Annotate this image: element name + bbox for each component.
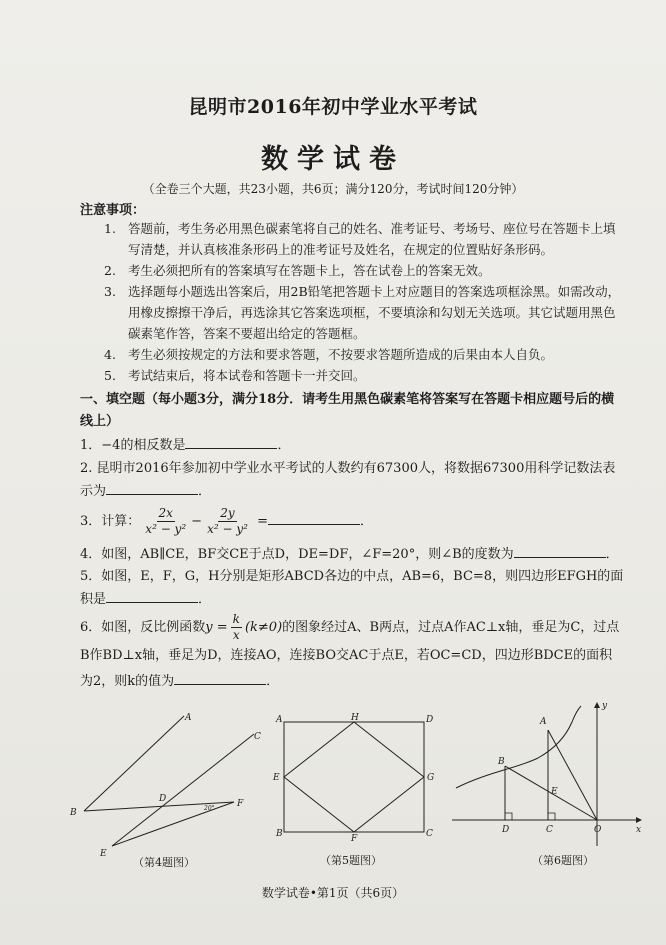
answer-blank[interactable] (106, 480, 198, 495)
page-footer: 数学试卷•第1页（共6页） (261, 886, 405, 900)
notes-heading: 注意事项： (80, 203, 146, 218)
question-number: 2. (80, 461, 93, 476)
question-text: 如图，反比例函数 (101, 620, 206, 635)
question-text: 昆明市2016年参加初中学业水平考试的人数约有67300人，将数据67300用科学记数法表示为 (80, 461, 616, 499)
fraction (143, 506, 188, 537)
quadrilateral-efgh (284, 722, 424, 832)
angle-label: 20° (204, 805, 215, 812)
fraction-numerator: 2y (220, 506, 235, 520)
note-item (104, 281, 624, 344)
answer-blank[interactable] (174, 670, 266, 685)
figure-6 (448, 700, 648, 850)
note-item (104, 365, 624, 386)
point-label: E (551, 787, 558, 797)
function-lhs: y = (205, 620, 228, 635)
question-text: 如图，E，F，G，H分别是矩形ABCD各边的中点，AB=6，BC=8，则四边形EFGH的面积是 (80, 569, 624, 607)
note-text: 选择题每小题选出答案后，用2B铅笔把答题卡上对应题目的答案选项框涂黑。如需改动，用橡皮擦擦干净后，再选涂其它答案选项框，不要填涂和勾划无关选项。其它试题用黑色碳素笔作答，答案不要超出给定的答题框。 (128, 284, 621, 341)
figures-area (0, 700, 666, 880)
note-number: 4. (104, 347, 116, 362)
minus-sign: − (191, 514, 203, 529)
question-number: 5． (80, 569, 102, 584)
question-5 (80, 566, 625, 611)
point-label: C (546, 825, 553, 835)
rectangle-abcd (284, 722, 424, 832)
point-label: B (498, 757, 505, 767)
question-number: 3． (80, 514, 102, 529)
figure-4 (64, 706, 274, 856)
answer-blank[interactable] (268, 510, 360, 525)
point-label: A (185, 713, 192, 723)
right-angle-mark-d (505, 813, 512, 820)
note-number: 2. (104, 263, 116, 278)
figure-4-caption: （第4题图） (133, 856, 195, 869)
exam-info: （全卷三个大题，共23小题，共6页；满分120分，考试时间120分钟） (142, 182, 524, 196)
question-tail: ． (198, 484, 212, 499)
fraction (205, 506, 250, 537)
fraction-denominator: x² − y² (207, 522, 248, 536)
section-heading: 一、填空题（每小题3分，满分18分．请考生用黑色碳素笔将答案写在答题卡相应题号后的横线上） (80, 392, 615, 429)
point-label: G (427, 773, 435, 783)
line-ba (84, 716, 184, 811)
point-label: B (276, 829, 283, 839)
point-label: H (351, 713, 359, 723)
note-number: 3. (104, 284, 116, 299)
point-label: E (273, 773, 280, 783)
point-label: D (426, 715, 434, 725)
fraction-denominator: x² − y² (145, 522, 187, 536)
point-label: F (237, 799, 244, 809)
note-item (104, 260, 624, 281)
fraction-denominator: x (232, 628, 240, 642)
note-text: 考生必须把所有的答案填写在答题卡上，答在试卷上的答案无效。 (128, 263, 491, 278)
x-axis-arrow (636, 817, 642, 823)
figure-5-caption: （第5题图） (320, 854, 382, 867)
question-tail: ． (359, 514, 373, 529)
question-number: 6． (80, 620, 102, 635)
exam-title: 昆明市2016年初中学业水平考试 (188, 96, 478, 118)
question-1 (80, 434, 625, 457)
answer-blank[interactable] (185, 434, 277, 449)
question-number: 1． (80, 438, 102, 453)
segment-ao (548, 730, 597, 820)
right-angle-mark-c (548, 813, 555, 820)
fraction (231, 612, 242, 643)
hyperbola-curve (456, 706, 581, 788)
question-2 (80, 458, 625, 503)
question-3 (80, 506, 625, 537)
question-tail: ． (198, 592, 212, 607)
figure-6-caption: （第6题图） (532, 854, 594, 867)
question-tail: ． (266, 674, 280, 689)
question-tail: ． (277, 438, 291, 453)
fraction-numerator: k (232, 612, 240, 626)
point-label: O (594, 825, 602, 835)
note-text: 考生必须按规定的方法和要求答题，不按要求答题所造成的后果由本人自负。 (128, 347, 554, 362)
point-label: C (426, 829, 433, 839)
point-label: A (276, 715, 283, 725)
question-number: 4． (80, 547, 102, 562)
note-text: 答题前，考生务必用黑色碳素笔将自己的姓名、准考证号、考场号、座位号在答题卡上填写清楚，并认真核准条形码上的准考证号及姓名，在规定的位置贴好条形码。 (128, 221, 616, 257)
point-label: D (502, 825, 510, 835)
answer-blank[interactable] (514, 543, 606, 558)
note-number: 1. (104, 221, 116, 236)
figure-5 (270, 712, 440, 842)
point-label: E (100, 849, 107, 856)
function-condition: (k≠0) (244, 620, 283, 635)
question-text: 计算： (101, 514, 141, 529)
answer-blank[interactable] (106, 588, 198, 603)
question-text: −4的相反数是 (101, 438, 186, 453)
point-label: D (159, 794, 167, 804)
line-ec (112, 734, 254, 846)
fraction-numerator: 2x (158, 506, 173, 520)
axis-label: x (636, 825, 642, 835)
point-label: F (351, 834, 358, 842)
y-axis-arrow (594, 702, 600, 708)
question-text: 的图象经过A、B两点，过点A作AC⊥x轴，垂足为C，过点B作BD⊥x轴，垂足为D，连接AO，连接BO交AC于点E，若OC=CD，四边形BDCE的面积为2，则k的值为 (80, 620, 620, 689)
note-item (104, 344, 624, 365)
notes-list (104, 218, 624, 386)
point-label: A (540, 717, 547, 727)
note-item (104, 218, 624, 260)
note-text: 考试结束后，将本试卷和答题卡一并交回。 (128, 368, 366, 383)
question-4 (80, 543, 625, 566)
exam-subject-title: 数学试卷 (261, 144, 405, 175)
point-label: B (70, 808, 77, 818)
question-6 (80, 612, 625, 695)
question-tail: ． (605, 547, 619, 562)
point-label: C (254, 732, 261, 742)
note-number: 5. (104, 368, 116, 383)
question-text: 如图，AB∥CE，BF交CE于点D，DE=DF，∠F=20°，则∠B的度数为 (101, 547, 514, 562)
equals-sign: = (257, 514, 268, 529)
axis-label: y (602, 701, 608, 711)
